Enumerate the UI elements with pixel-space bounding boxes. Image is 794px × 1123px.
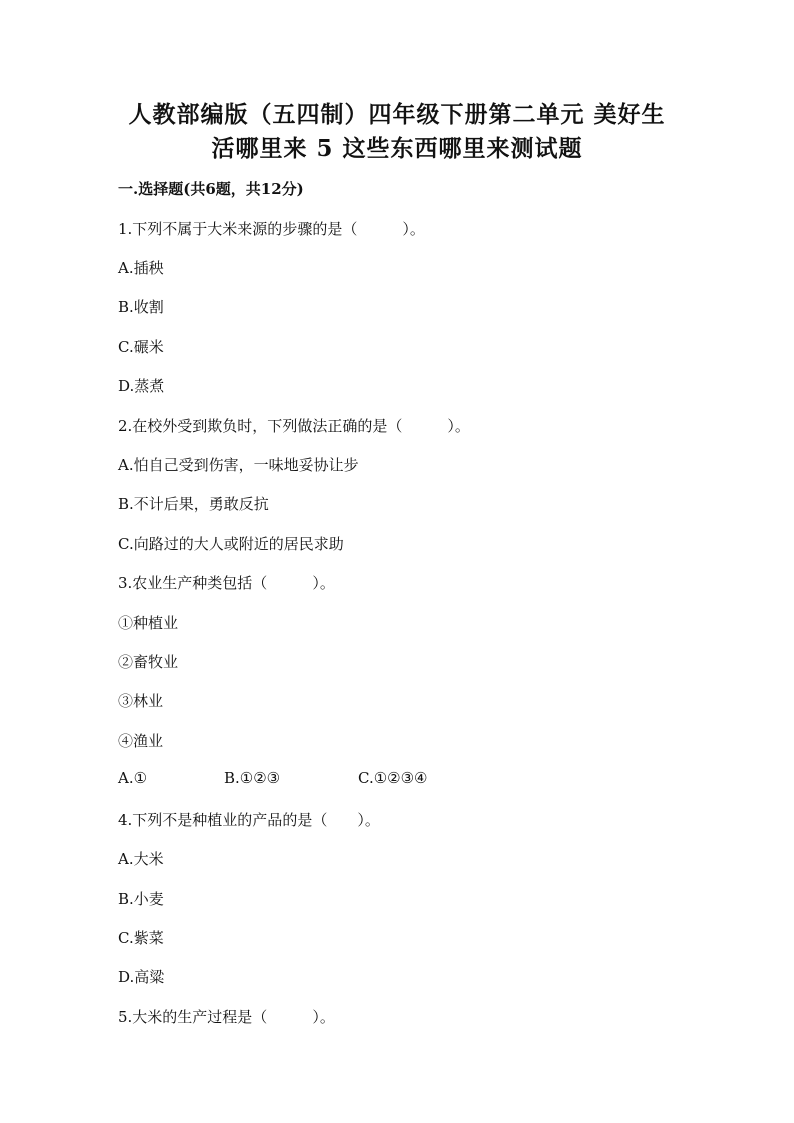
section-heading: 一.选择题(共6题，共12分)	[118, 180, 304, 198]
question-4-option-d: D.高粱	[118, 968, 165, 986]
question-5-stem: 5.大米的生产过程是（ ）。	[118, 1008, 335, 1026]
question-3-option-b: B.①②③	[224, 769, 281, 787]
question-3-item-3: ③林业	[118, 692, 164, 710]
question-4-option-b: B.小麦	[118, 890, 164, 908]
question-4-stem: 4.下列不是种植业的产品的是（ ）。	[118, 811, 380, 829]
question-2-option-a: A.怕自己受到伤害，一味地妥协让步	[118, 456, 359, 474]
question-1-stem: 1.下列不属于大米来源的步骤的是（ ）。	[118, 220, 425, 238]
question-3-option-a: A.①	[118, 769, 148, 787]
document-title-line-1: 人教部编版（五四制）四年级下册第二单元 美好生	[128, 101, 666, 128]
document-title-line-2: 活哪里来 5 这些东西哪里来测试题	[211, 135, 583, 162]
question-3-item-1: ①种植业	[118, 614, 179, 632]
question-1-option-b: B.收割	[118, 298, 164, 316]
question-2-option-c: C.向路过的大人或附近的居民求助	[118, 535, 344, 553]
question-1-option-c: C.碾米	[118, 338, 164, 356]
question-4-option-c: C.紫菜	[118, 929, 164, 947]
question-3-stem: 3.农业生产种类包括（ ）。	[118, 574, 335, 592]
question-3-item-2: ②畜牧业	[118, 653, 179, 671]
question-1-option-a: A.插秧	[118, 259, 164, 277]
question-3-item-4: ④渔业	[118, 732, 164, 750]
question-2-stem: 2.在校外受到欺负时，下列做法正确的是（ ）。	[118, 417, 470, 435]
question-4-option-a: A.大米	[118, 850, 164, 868]
question-2-option-b: B.不计后果，勇敢反抗	[118, 495, 269, 513]
question-1-option-d: D.蒸煮	[118, 377, 165, 395]
question-3-option-c: C.①②③④	[358, 769, 428, 787]
